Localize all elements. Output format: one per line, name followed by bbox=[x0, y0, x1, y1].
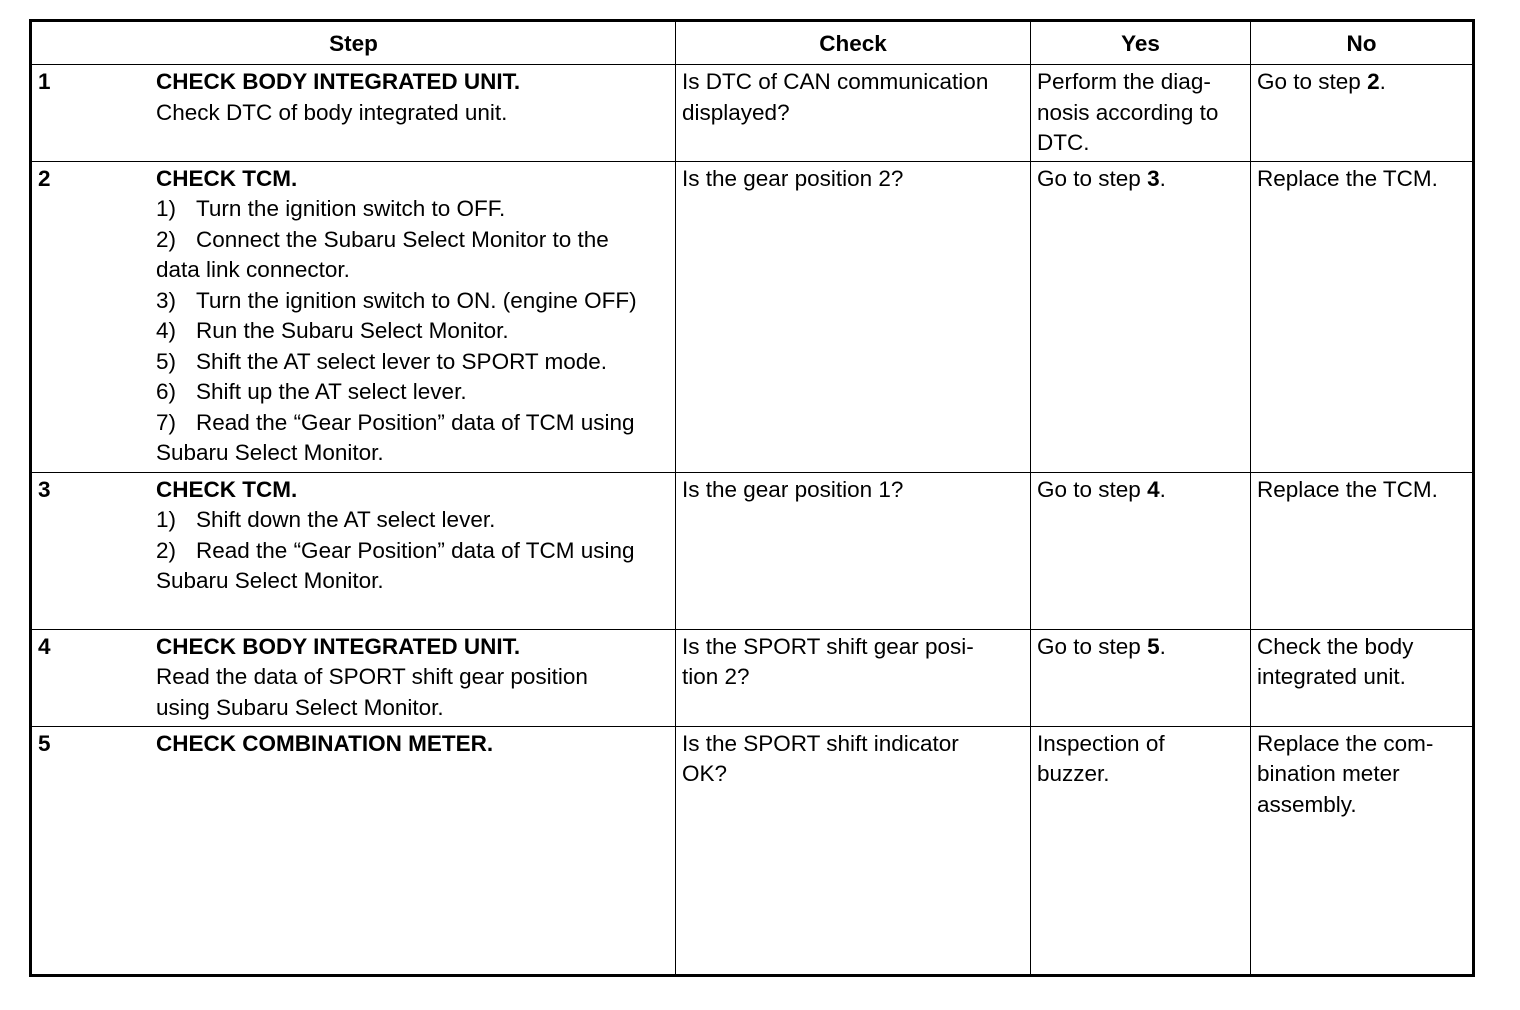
substep-number: 2) bbox=[156, 537, 177, 563]
header-check: Check bbox=[676, 21, 1031, 65]
yes-text-suffix: . bbox=[1159, 165, 1166, 191]
no-text: assembly. bbox=[1257, 791, 1357, 817]
yes-cell bbox=[1031, 726, 1251, 975]
substep-text: Shift down the AT select lever. bbox=[196, 507, 496, 533]
yes-step-ref: 5 bbox=[1147, 633, 1160, 659]
yes-cell bbox=[1031, 629, 1251, 726]
table-header-row bbox=[31, 21, 1474, 65]
yes-text: Go to step bbox=[1037, 165, 1148, 191]
check-text: Is the SPORT shift indicator bbox=[682, 730, 959, 756]
substep-continuation: Subaru Select Monitor. bbox=[156, 568, 384, 594]
check-cell bbox=[676, 161, 1031, 472]
no-text: Replace the TCM. bbox=[1257, 165, 1438, 191]
yes-text: Go to step bbox=[1037, 633, 1148, 659]
step-title: CHECK TCM. bbox=[156, 476, 298, 502]
step-cell bbox=[31, 629, 676, 726]
substep-continuation: data link connector. bbox=[156, 257, 350, 283]
substep bbox=[156, 225, 669, 256]
substep-number: 4) bbox=[156, 318, 177, 344]
substep-text: Shift the AT select lever to SPORT mode. bbox=[196, 348, 608, 374]
yes-text: DTC. bbox=[1037, 130, 1090, 155]
yes-cell bbox=[1031, 65, 1251, 162]
table-row bbox=[31, 65, 1474, 162]
check-text: Is the gear position 1? bbox=[682, 476, 904, 502]
yes-cell bbox=[1031, 472, 1251, 629]
no-cell bbox=[1251, 472, 1474, 629]
substep-text: Connect the Subaru Select Monitor to the bbox=[196, 226, 609, 252]
yes-cell bbox=[1031, 161, 1251, 472]
step-cell bbox=[31, 472, 676, 629]
substep bbox=[156, 505, 669, 536]
yes-text: Inspection of bbox=[1037, 730, 1165, 756]
check-text: Is DTC of CAN communication bbox=[682, 69, 989, 94]
step-title: CHECK BODY INTEGRATED UNIT. bbox=[156, 633, 521, 659]
step-number: 4 bbox=[38, 633, 51, 659]
no-text: Go to step bbox=[1257, 69, 1368, 94]
header-yes: Yes bbox=[1031, 21, 1251, 65]
no-cell bbox=[1251, 161, 1474, 472]
no-step-ref: 2 bbox=[1367, 69, 1380, 94]
yes-text-suffix: . bbox=[1159, 633, 1166, 659]
step-number: 5 bbox=[38, 730, 51, 756]
diagnosis-table bbox=[29, 19, 1475, 977]
substep bbox=[156, 536, 669, 567]
no-text: Replace the com- bbox=[1257, 730, 1434, 756]
table-row bbox=[31, 161, 1474, 472]
no-cell bbox=[1251, 65, 1474, 162]
step-number: 1 bbox=[38, 69, 51, 94]
substep-number: 5) bbox=[156, 348, 177, 374]
check-cell bbox=[676, 726, 1031, 975]
check-text: Is the SPORT shift gear posi- bbox=[682, 633, 974, 659]
substep-text: Read the “Gear Position” data of TCM using bbox=[196, 409, 635, 435]
check-cell bbox=[676, 629, 1031, 726]
no-cell bbox=[1251, 629, 1474, 726]
yes-text: Perform the diag- bbox=[1037, 69, 1211, 94]
no-text: Check the body bbox=[1257, 633, 1414, 659]
table-row bbox=[31, 726, 1474, 975]
yes-text-suffix: . bbox=[1159, 476, 1166, 502]
substep-number: 1) bbox=[156, 507, 177, 533]
no-text: integrated unit. bbox=[1257, 664, 1406, 690]
substep bbox=[156, 194, 669, 225]
no-text: Replace the TCM. bbox=[1257, 476, 1438, 502]
table-row bbox=[31, 629, 1474, 726]
substep-number: 6) bbox=[156, 379, 177, 405]
substep-text: Read the “Gear Position” data of TCM using bbox=[196, 537, 635, 563]
step-cell bbox=[31, 161, 676, 472]
step-cell bbox=[31, 726, 676, 975]
substep-number: 1) bbox=[156, 196, 177, 222]
no-cell bbox=[1251, 726, 1474, 975]
substep-text: Turn the ignition switch to ON. (engine OFF) bbox=[196, 287, 637, 313]
yes-step-ref: 4 bbox=[1147, 476, 1160, 502]
substep-number: 7) bbox=[156, 409, 177, 435]
step-number: 2 bbox=[38, 165, 51, 191]
substep bbox=[156, 286, 669, 317]
substep-number: 3) bbox=[156, 287, 177, 313]
step-text: using Subaru Select Monitor. bbox=[156, 694, 444, 720]
header-no: No bbox=[1251, 21, 1474, 65]
substep bbox=[156, 377, 669, 408]
check-text: tion 2? bbox=[682, 664, 750, 690]
no-text-suffix: . bbox=[1379, 69, 1386, 94]
check-text: Is the gear position 2? bbox=[682, 165, 904, 191]
yes-text: nosis according to bbox=[1037, 99, 1219, 125]
table-row bbox=[31, 472, 1474, 629]
substep-text: Shift up the AT select lever. bbox=[196, 379, 467, 405]
yes-step-ref: 3 bbox=[1147, 165, 1160, 191]
substep bbox=[156, 316, 669, 347]
check-text: OK? bbox=[682, 761, 728, 787]
substep bbox=[156, 347, 669, 378]
substep-text: Turn the ignition switch to OFF. bbox=[196, 196, 506, 222]
check-cell bbox=[676, 472, 1031, 629]
yes-text: Go to step bbox=[1037, 476, 1148, 502]
step-title: CHECK TCM. bbox=[156, 165, 298, 191]
check-cell bbox=[676, 65, 1031, 162]
yes-text: buzzer. bbox=[1037, 761, 1110, 787]
substep-continuation: Subaru Select Monitor. bbox=[156, 440, 384, 466]
header-step: Step bbox=[31, 21, 676, 65]
step-title: CHECK BODY INTEGRATED UNIT. bbox=[156, 69, 521, 94]
substep-number: 2) bbox=[156, 226, 177, 252]
substep-text: Run the Subaru Select Monitor. bbox=[196, 318, 509, 344]
step-cell bbox=[31, 65, 676, 162]
step-title: CHECK COMBINATION METER. bbox=[156, 730, 494, 756]
no-text: bination meter bbox=[1257, 761, 1400, 787]
step-text: Read the data of SPORT shift gear position bbox=[156, 664, 588, 690]
check-text: displayed? bbox=[682, 99, 790, 125]
substep bbox=[156, 408, 669, 439]
step-text: Check DTC of body integrated unit. bbox=[156, 99, 508, 125]
step-number: 3 bbox=[38, 476, 51, 502]
